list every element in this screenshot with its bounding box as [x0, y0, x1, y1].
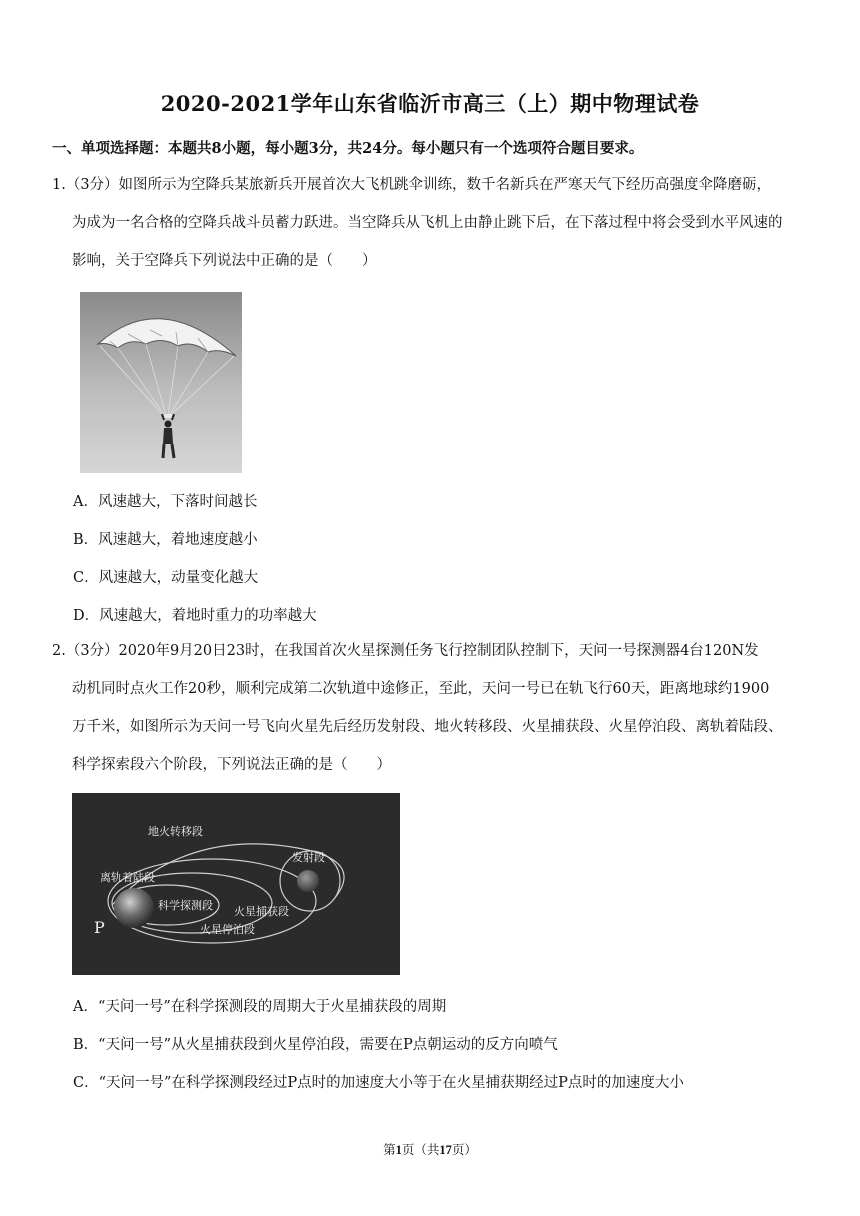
- question-2-line-2: 动机同时点火工作20秒，顺利完成第二次轨道中途修正，至此，天问一号已在轨飞行60天，距离地球约1900: [72, 681, 770, 697]
- label-launch: 发射段: [292, 851, 325, 864]
- question-1-line-3: 影响，关于空降兵下列说法中正确的是（ ）: [72, 253, 377, 269]
- question-2-stem: [52, 632, 812, 784]
- footer-page-number: 1: [395, 1143, 402, 1157]
- label-point-p: P: [94, 918, 105, 937]
- label-capture: 火星捕获段: [234, 905, 289, 918]
- label-science: 科学探测段: [158, 899, 213, 912]
- question-2-line-4: 科学探索段六个阶段，下列说法正确的是（ ）: [72, 757, 391, 773]
- question-2-option-c: C．“天问一号”在科学探测段经过P点时的加速度大小等于在火星捕获期经过P点时的加速度大小: [73, 1075, 684, 1091]
- label-parking: 火星停泊段: [200, 923, 255, 936]
- label-deorbit: 离轨着陆段: [100, 871, 155, 884]
- question-2-option-b: B．“天问一号”从火星捕获段到火星停泊段，需要在P点朝运动的反方向喷气: [73, 1037, 558, 1053]
- footer-suffix: 页）: [451, 1142, 477, 1157]
- exam-title: 2020-2021学年山东省临沂市高三（上）期中物理试卷: [160, 91, 700, 116]
- question-1-option-a: A．风速越大，下落时间越长: [73, 494, 258, 510]
- footer-middle: 页（共: [401, 1142, 440, 1157]
- question-1-line-1: 1.（3分）如图所示为空降兵某旅新兵开展首次大飞机跳伞训练，数千名新兵在严寒天气下经历高强度伞降磨砺，: [52, 177, 772, 193]
- question-1-option-c: C．风速越大，动量变化越大: [73, 570, 259, 586]
- question-1-stem: [52, 166, 812, 280]
- page-footer: [0, 1140, 860, 1158]
- footer-prefix: 第: [383, 1142, 396, 1157]
- parachute-image: [80, 292, 242, 473]
- section-heading: 一、单项选择题：本题共8小题，每小题3分，共24分。每小题只有一个选项符合题目要求。: [52, 140, 644, 157]
- parachute-figure: [80, 292, 242, 473]
- question-2-option-a: A．“天问一号”在科学探测段的周期大于火星捕获段的周期: [73, 999, 447, 1015]
- orbit-diagram: [72, 793, 400, 975]
- question-1-option-d: D．风速越大，着地时重力的功率越大: [73, 608, 317, 624]
- question-1-option-b: B．风速越大，着地速度越小: [73, 532, 258, 548]
- question-2-line-3: 万千米，如图所示为天问一号飞向火星先后经历发射段、地火转移段、火星捕获段、火星停泊段、离轨着陆段、: [72, 719, 783, 735]
- question-1-line-2: 为成为一名合格的空降兵战斗员蓄力跃进。当空降兵从飞机上由静止跳下后，在下落过程中将会受到水平风速的: [72, 215, 783, 231]
- label-transfer: 地火转移段: [148, 825, 203, 838]
- mars-orbit-figure: [72, 793, 400, 975]
- question-2-line-1: 2.（3分）2020年9月20日23时，在我国首次火星探测任务飞行控制团队控制下，天问一号探测器4台120N发: [52, 643, 759, 659]
- footer-total-pages: 17: [439, 1143, 452, 1157]
